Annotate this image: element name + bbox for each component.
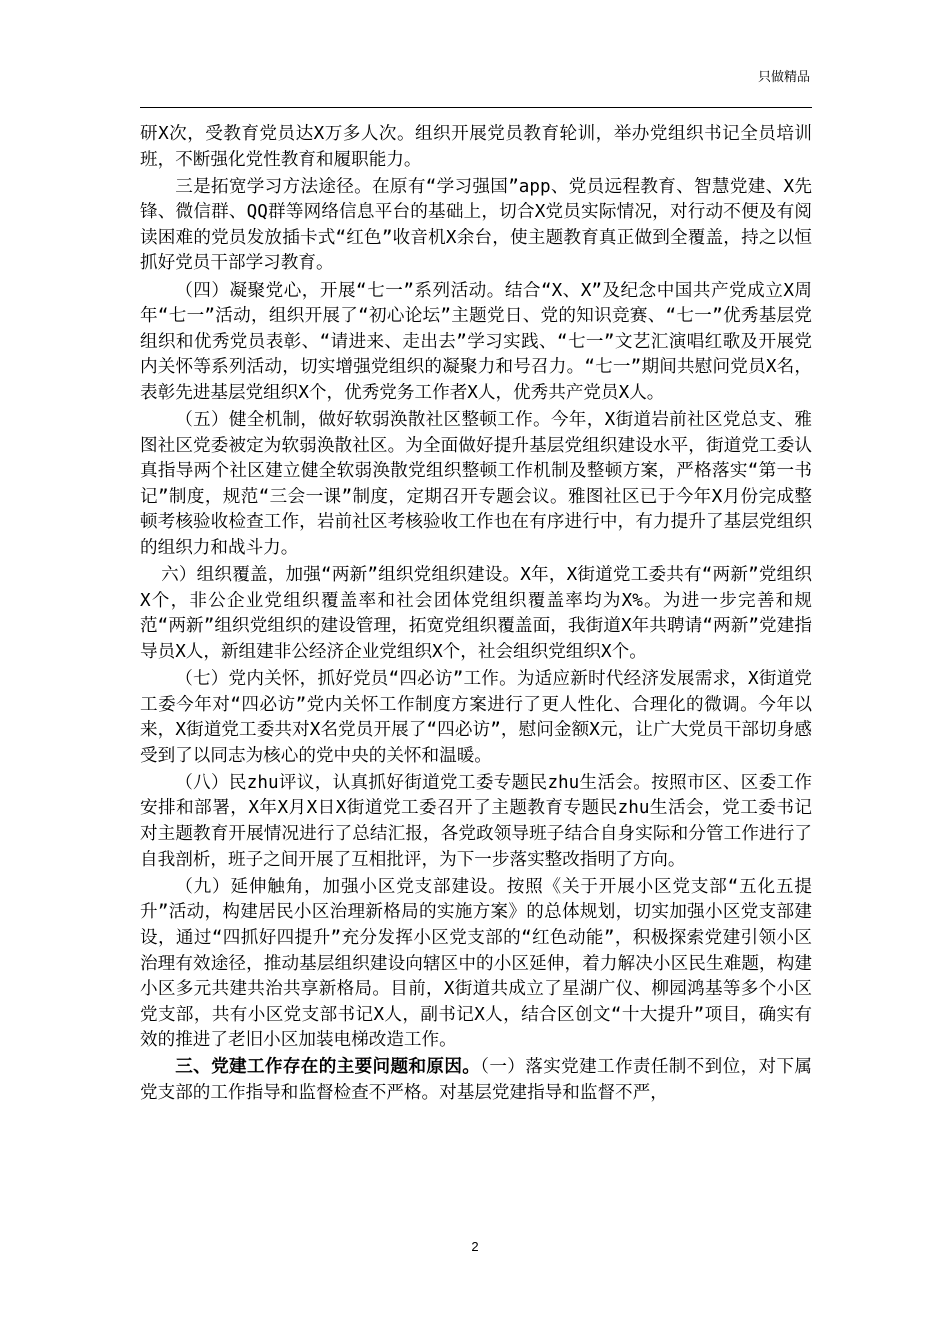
paragraph-6: （七）党内关怀，抓好党员“四必访”工作。为适应新时代经济发展需求，X街道党工委今年对“四必访”党内关怀工作制度方案进行了更人性化、合理化的微调。今年以来，X街道党工委共对X名党员开展了“四必访”，慰问金额X元，让广大党员干部切身感受到了以同志为核心的党中央的关怀和温暖。 bbox=[140, 668, 812, 766]
page-number: 2 bbox=[471, 1239, 479, 1254]
paragraph-8: （九）延伸触角，加强小区党支部建设。按照《关于开展小区党支部“五化五提升”活动，构建居民小区治理新格局的实施方案》的总体规划，切实加强小区党支部建设，通过“四抓好四提升”充分发挥小区党支部的“红色动能”，积极探索党建引领小区治理有效途径，推动基层组织建设向辖区中的小区延伸，着力解决小区民生难题，构建小区多元共建共治共享新格局。目前，X街道共成立了星湖广仪、柳园鸿基等多个小区党支部，共有小区党支部书记X人，副书记X人，结合区创文“十大提升”项目，确实有效的推进了老旧小区加装电梯改造工作。 bbox=[140, 876, 812, 1051]
paragraph-9 bbox=[140, 1055, 812, 1106]
paragraph-1: 研X次，受教育党员达X万多人次。组织开展党员教育轮训，举办党组织书记全员培训班，不断强化党性教育和履职能力。 bbox=[140, 124, 812, 170]
paragraph-4: （五）健全机制，做好软弱涣散社区整顿工作。今年，X街道岩前社区党总支、雅图社区党委被定为软弱涣散社区。为全面做好提升基层党组织建设水平，街道党工委认真指导两个社区建立健全软弱涣散党组织整顿工作机制及整顿方案，严格落实“第一书记”制度，规范“三会一课”制度，定期召开专题会议。雅图社区已于今年X月份完成整顿考核验收检查工作，岩前社区考核验收工作也在有序进行中，有力提升了基层党组织的组织力和战斗力。 bbox=[140, 410, 812, 558]
section-heading-text: （一）落实党建工作责任制不到位，对下属党支部的工作指导和监督检查不严格。对基层党建指导和监督不严， bbox=[140, 1057, 812, 1103]
paragraph-7: （八）民zhu评议，认真抓好街道党工委专题民zhu生活会。按照市区、区委工作安排和部署，X年X月X日X街道党工委召开了主题教育专题民zhu生活会，党工委书记对主题教育开展情况进行了总结汇报，各党政领导班子结合自身实际和分管工作进行了自我剖析，班子之间开展了互相批评，为下一步落实整改指明了方向。 bbox=[140, 772, 812, 870]
header-divider bbox=[140, 107, 812, 108]
header-label: 只做精品 bbox=[757, 70, 810, 85]
section-heading: 三、党建工作存在的主要问题和原因。 bbox=[175, 1057, 481, 1078]
paragraph-5: 六）组织覆盖，加强“两新”组织党组织建设。X年，X街道党工委共有“两新”党组织X个，非公企业党组织覆盖率和社会团体党组织覆盖率均为X%。为进一步完善和规范“两新”组织党组织的建设管理，拓宽党组织覆盖面，我街道X年共聘请“两新”党建指导员X人，新组建非公经济企业党组织X个，社会组织党组织X个。 bbox=[140, 565, 812, 662]
body-text bbox=[140, 122, 812, 1108]
paragraph-3: （四）凝聚党心，开展“七一”系列活动。结合“X、X”及纪念中国共产党成立X周年“七一”活动，组织开展了“初心论坛”主题党日、党的知识竞赛、“七一”优秀基层党组织和优秀党员表彰、“请进来、走出去”学习实践、“七一”文艺汇演唱红歌及开展党内关怀等系列活动，切实增强党组织的凝聚力和号召力。“七一”期间共慰问党员X名，表彰先进基层党组织X个，优秀党务工作者X人，优秀共产党员X人。 bbox=[140, 280, 812, 403]
paragraph-2: 三是拓宽学习方法途径。在原有“学习强国”app、党员远程教育、智慧党建、X先锋、微信群、QQ群等网络信息平台的基础上，切合X党员实际情况，对行动不便及有阅读困难的党员发放插卡式“红色”收音机X余台，使主题教育真正做到全覆盖，持之以恒抓好党员干部学习教育。 bbox=[140, 176, 812, 274]
